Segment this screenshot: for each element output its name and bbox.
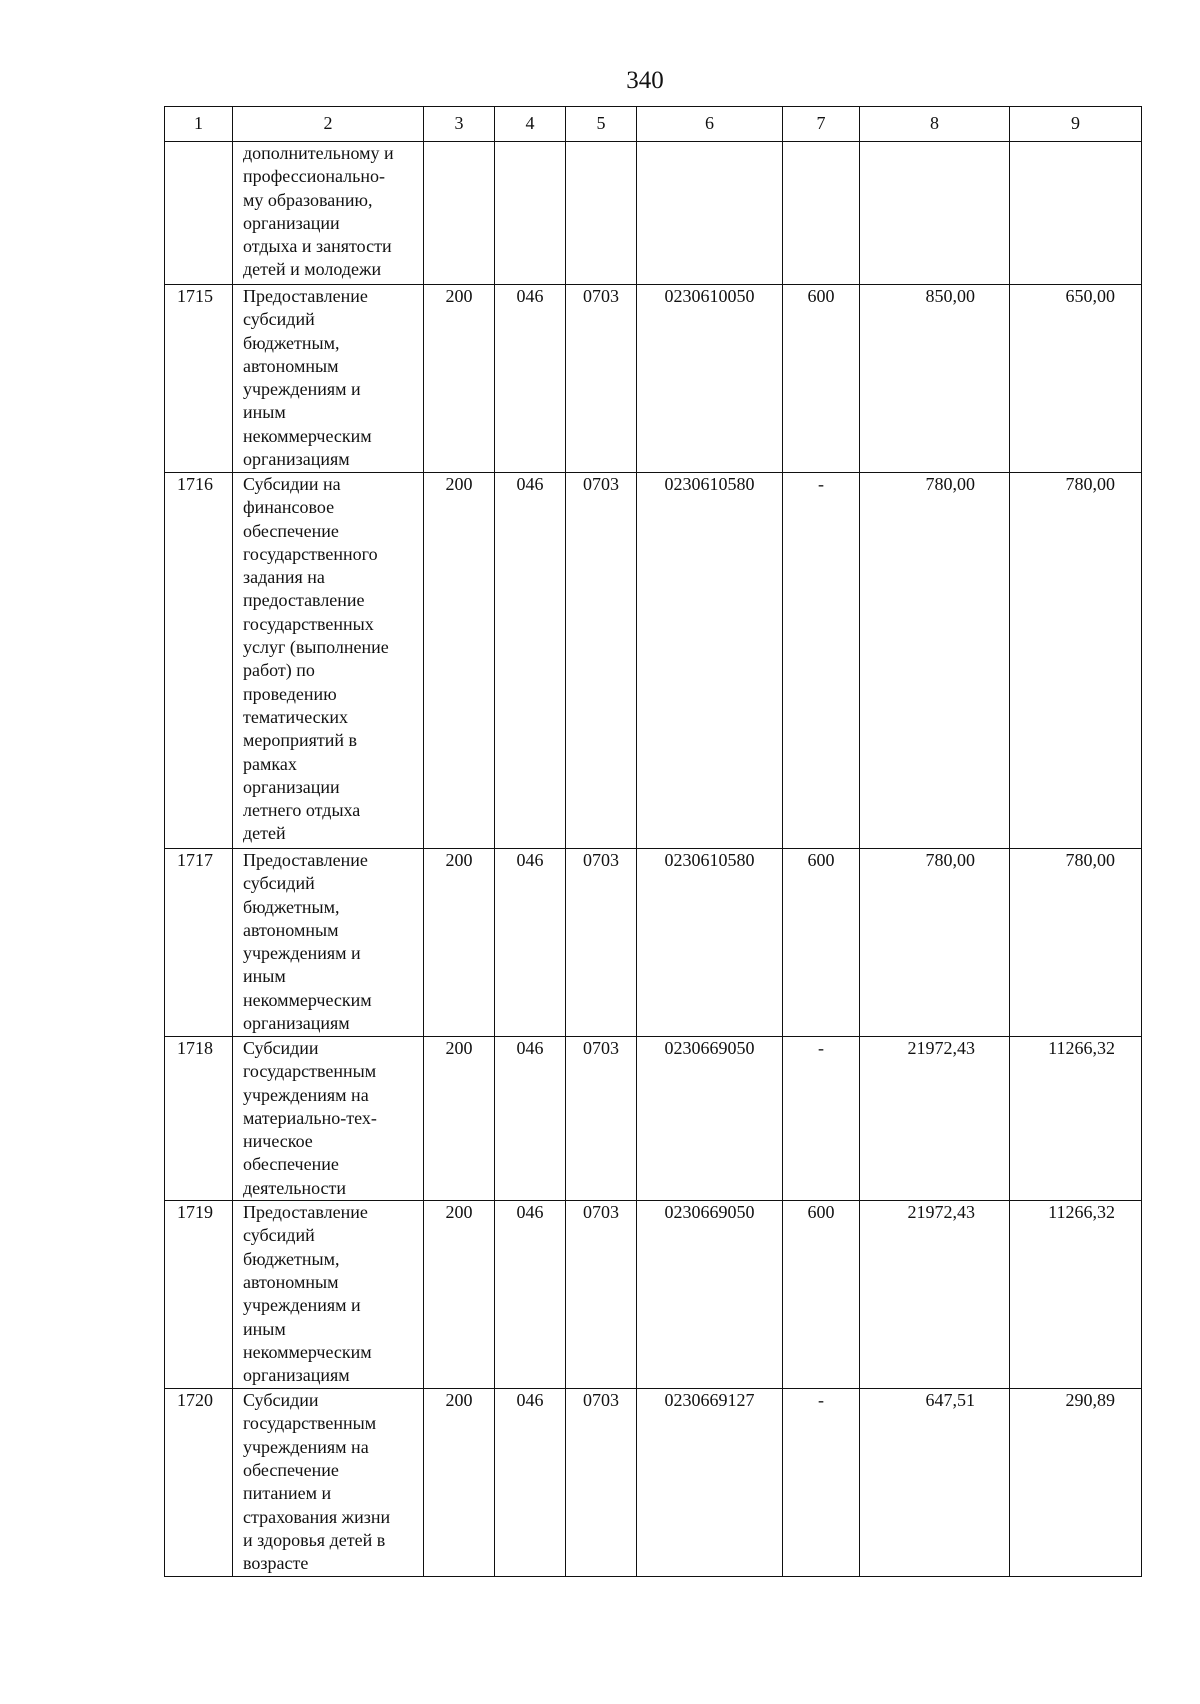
row-col6: 0230610580 xyxy=(637,849,783,1037)
row-number: 1720 xyxy=(165,1389,233,1577)
row-col7 xyxy=(783,142,860,285)
row-col4: 046 xyxy=(495,473,566,849)
row-name: Предоставление субсидий бюджетным, автономным учреждениям и иным некоммерческим организациям xyxy=(233,849,424,1037)
row-col9: 11266,32 xyxy=(1010,1037,1142,1201)
row-col5 xyxy=(566,142,637,285)
row-col4: 046 xyxy=(495,285,566,473)
row-col7: 600 xyxy=(783,1201,860,1389)
row-col5: 0703 xyxy=(566,849,637,1037)
header-row xyxy=(165,107,1142,142)
table-row xyxy=(165,473,1142,849)
table-row xyxy=(165,849,1142,1037)
row-col3: 200 xyxy=(424,285,495,473)
row-number xyxy=(165,142,233,285)
page-number: 340 xyxy=(626,67,664,94)
column-header: 5 xyxy=(566,107,637,142)
row-col9: 780,00 xyxy=(1010,473,1142,849)
budget-table xyxy=(164,106,1142,1577)
table-row xyxy=(165,142,1142,285)
row-col5: 0703 xyxy=(566,473,637,849)
column-header: 2 xyxy=(233,107,424,142)
column-header: 7 xyxy=(783,107,860,142)
row-col3: 200 xyxy=(424,849,495,1037)
row-col6: 0230610050 xyxy=(637,285,783,473)
row-col4 xyxy=(495,142,566,285)
row-col7: - xyxy=(783,1389,860,1577)
row-col3: 200 xyxy=(424,1201,495,1389)
row-col9: 650,00 xyxy=(1010,285,1142,473)
row-col3: 200 xyxy=(424,1389,495,1577)
row-number: 1715 xyxy=(165,285,233,473)
row-col3 xyxy=(424,142,495,285)
row-col8 xyxy=(860,142,1010,285)
row-col5: 0703 xyxy=(566,1037,637,1201)
row-number: 1717 xyxy=(165,849,233,1037)
row-col8: 647,51 xyxy=(860,1389,1010,1577)
row-col9: 11266,32 xyxy=(1010,1201,1142,1389)
row-col3: 200 xyxy=(424,473,495,849)
table-body xyxy=(165,142,1142,1577)
row-col4: 046 xyxy=(495,849,566,1037)
row-col7: 600 xyxy=(783,849,860,1037)
row-col7: - xyxy=(783,473,860,849)
row-col6: 0230669050 xyxy=(637,1037,783,1201)
row-number: 1718 xyxy=(165,1037,233,1201)
column-header: 3 xyxy=(424,107,495,142)
table-row xyxy=(165,285,1142,473)
row-col4: 046 xyxy=(495,1201,566,1389)
row-col8: 780,00 xyxy=(860,473,1010,849)
table-row xyxy=(165,1389,1142,1577)
row-number: 1719 xyxy=(165,1201,233,1389)
row-col5: 0703 xyxy=(566,1389,637,1577)
table-row xyxy=(165,1037,1142,1201)
row-col9 xyxy=(1010,142,1142,285)
row-name: Предоставление субсидий бюджетным, автономным учреждениям и иным некоммерческим организациям xyxy=(233,1201,424,1389)
row-col5: 0703 xyxy=(566,285,637,473)
table-header xyxy=(165,107,1142,142)
row-name: Субсидии государственным учреждениям на материально-тех- ническое обеспечение деятельности xyxy=(233,1037,424,1201)
column-header: 9 xyxy=(1010,107,1142,142)
row-name: дополнительному и профессионально- му образованию, организации отдыха и занятости детей и молодежи xyxy=(233,142,424,285)
row-col8: 780,00 xyxy=(860,849,1010,1037)
row-col7: 600 xyxy=(783,285,860,473)
row-col4: 046 xyxy=(495,1037,566,1201)
row-col9: 780,00 xyxy=(1010,849,1142,1037)
table-row xyxy=(165,1201,1142,1389)
row-col9: 290,89 xyxy=(1010,1389,1142,1577)
column-header: 6 xyxy=(637,107,783,142)
column-header: 4 xyxy=(495,107,566,142)
row-col8: 21972,43 xyxy=(860,1037,1010,1201)
column-header: 8 xyxy=(860,107,1010,142)
row-col6: 0230610580 xyxy=(637,473,783,849)
row-col8: 21972,43 xyxy=(860,1201,1010,1389)
row-col8: 850,00 xyxy=(860,285,1010,473)
row-name: Субсидии государственным учреждениям на обеспечение питанием и страхования жизни и здоровья детей в возрасте xyxy=(233,1389,424,1577)
row-col6: 0230669050 xyxy=(637,1201,783,1389)
row-col4: 046 xyxy=(495,1389,566,1577)
row-col6 xyxy=(637,142,783,285)
row-col3: 200 xyxy=(424,1037,495,1201)
row-name: Субсидии на финансовое обеспечение государственного задания на предоставление государственных услуг (выполнение работ) по проведению тематических мероприятий в рамках организации летнего отдыха детей xyxy=(233,473,424,849)
row-col6: 0230669127 xyxy=(637,1389,783,1577)
row-name: Предоставление субсидий бюджетным, автономным учреждениям и иным некоммерческим организациям xyxy=(233,285,424,473)
row-col5: 0703 xyxy=(566,1201,637,1389)
row-col7: - xyxy=(783,1037,860,1201)
row-number: 1716 xyxy=(165,473,233,849)
column-header: 1 xyxy=(165,107,233,142)
